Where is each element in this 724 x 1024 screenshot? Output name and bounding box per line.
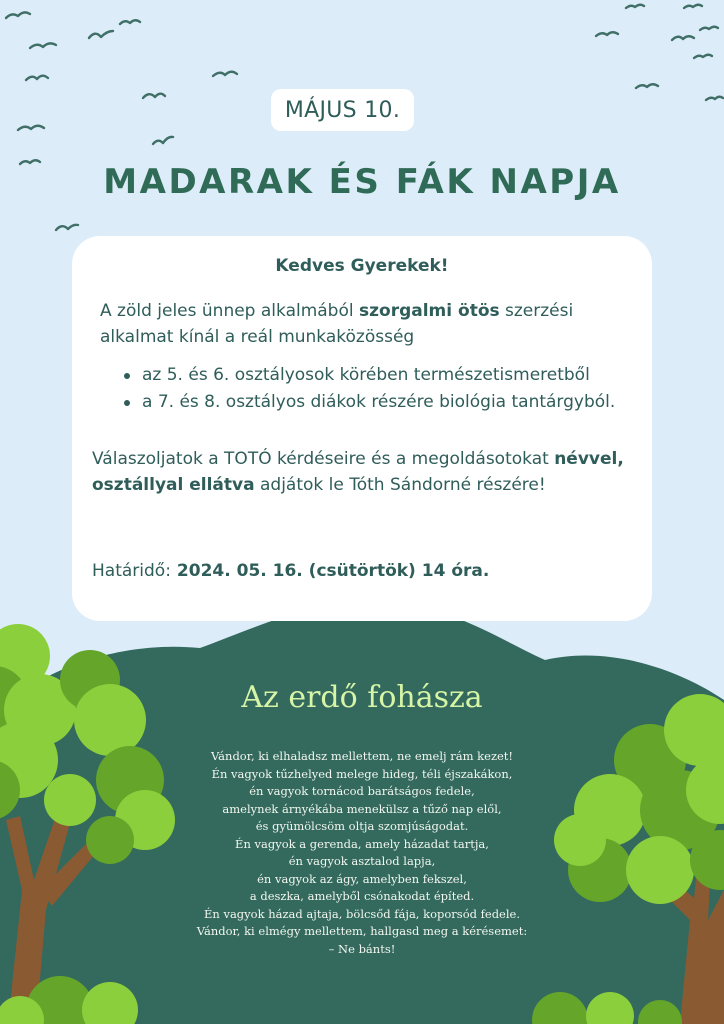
poem-line: Vándor, ki elhaladsz mellettem, ne emelj rám kezet! — [210, 749, 514, 763]
intro-paragraph: A zöld jeles ünnep alkalmából szorgalmi ötös szerzési alkalmat kínál a reál munkaközösség — [100, 301, 574, 347]
deadline-value: 2024. 05. 16. (csütörtök) 14 óra. — [176, 561, 490, 581]
bird-icon — [30, 43, 56, 48]
bird-icon — [120, 20, 140, 24]
bird-icon — [706, 97, 723, 100]
poem-line: én vagyok asztalod lapja, — [288, 854, 436, 868]
poem-line: Vándor, ki elmégy mellettem, hallgasd meg a kérésemet: — [196, 924, 528, 938]
bird-icon — [694, 55, 712, 58]
poem-line: én vagyok tornácod barátságos fedele, — [249, 784, 475, 798]
intro-emphasis: szorgalmi ötös — [359, 301, 500, 321]
bird-icon — [684, 5, 702, 8]
list-item: a 7. és 8. osztályos diákok részére biológia tantárgyból. — [124, 389, 644, 416]
bird-icon — [672, 36, 694, 40]
prayer-title: Az erdő fohásza — [241, 680, 483, 715]
poem-line: a deszka, amelyből csónakodat építed. — [249, 889, 475, 903]
bird-icon — [626, 5, 644, 8]
poem-line: én vagyok az ágy, amelyben fekszel, — [257, 871, 467, 886]
instructions-emphasis: névvel, osztállyal ellátva — [92, 449, 624, 495]
bird-icon — [153, 137, 173, 144]
bird-icon — [636, 84, 658, 88]
deadline — [92, 558, 632, 584]
greeting: Kedves Gyerekek! — [275, 256, 449, 276]
poem-line: Én vagyok tűzhelyed melege hideg, téli éjszakákon, — [211, 766, 513, 781]
deadline-label: Határidő: — [92, 561, 171, 581]
bird-icon — [56, 225, 78, 230]
poem-line: amelynek árnyékába menekülsz a tűző nap elől, — [222, 801, 502, 816]
poem-line: Én vagyok a gerenda, amely házadat tartja, — [235, 836, 489, 851]
list-item: az 5. és 6. osztályosok körében természetismeretből — [124, 362, 644, 389]
bird-icon — [26, 76, 48, 80]
bird-icon — [213, 72, 237, 76]
grade-list — [124, 362, 644, 416]
date-text: MÁJUS 10. — [284, 97, 401, 123]
bird-icon — [18, 126, 44, 130]
poem-line: – Ne bánts! — [328, 941, 396, 956]
poem-line: és gyümölcsöm oltja szomjúságodat. — [255, 819, 469, 833]
bird-icon — [700, 27, 718, 30]
poem-line: Én vagyok házad ajtaja, bölcsőd fája, koporsód fedele. — [203, 906, 521, 921]
bird-icon — [89, 31, 113, 38]
instructions-paragraph: Válaszoljatok a TOTÓ kérdéseire és a megoldásotokat névvel, osztállyal ellátva adjátok le Tóth Sándorné részére! — [92, 449, 624, 495]
date-badge — [271, 89, 414, 131]
info-card — [72, 236, 652, 621]
prayer-poem — [120, 748, 604, 958]
bird-icon — [596, 32, 618, 36]
page-title: MADARAK ÉS FÁK NAPJA — [103, 162, 621, 202]
bird-icon — [143, 94, 165, 98]
bird-icon — [6, 12, 30, 18]
